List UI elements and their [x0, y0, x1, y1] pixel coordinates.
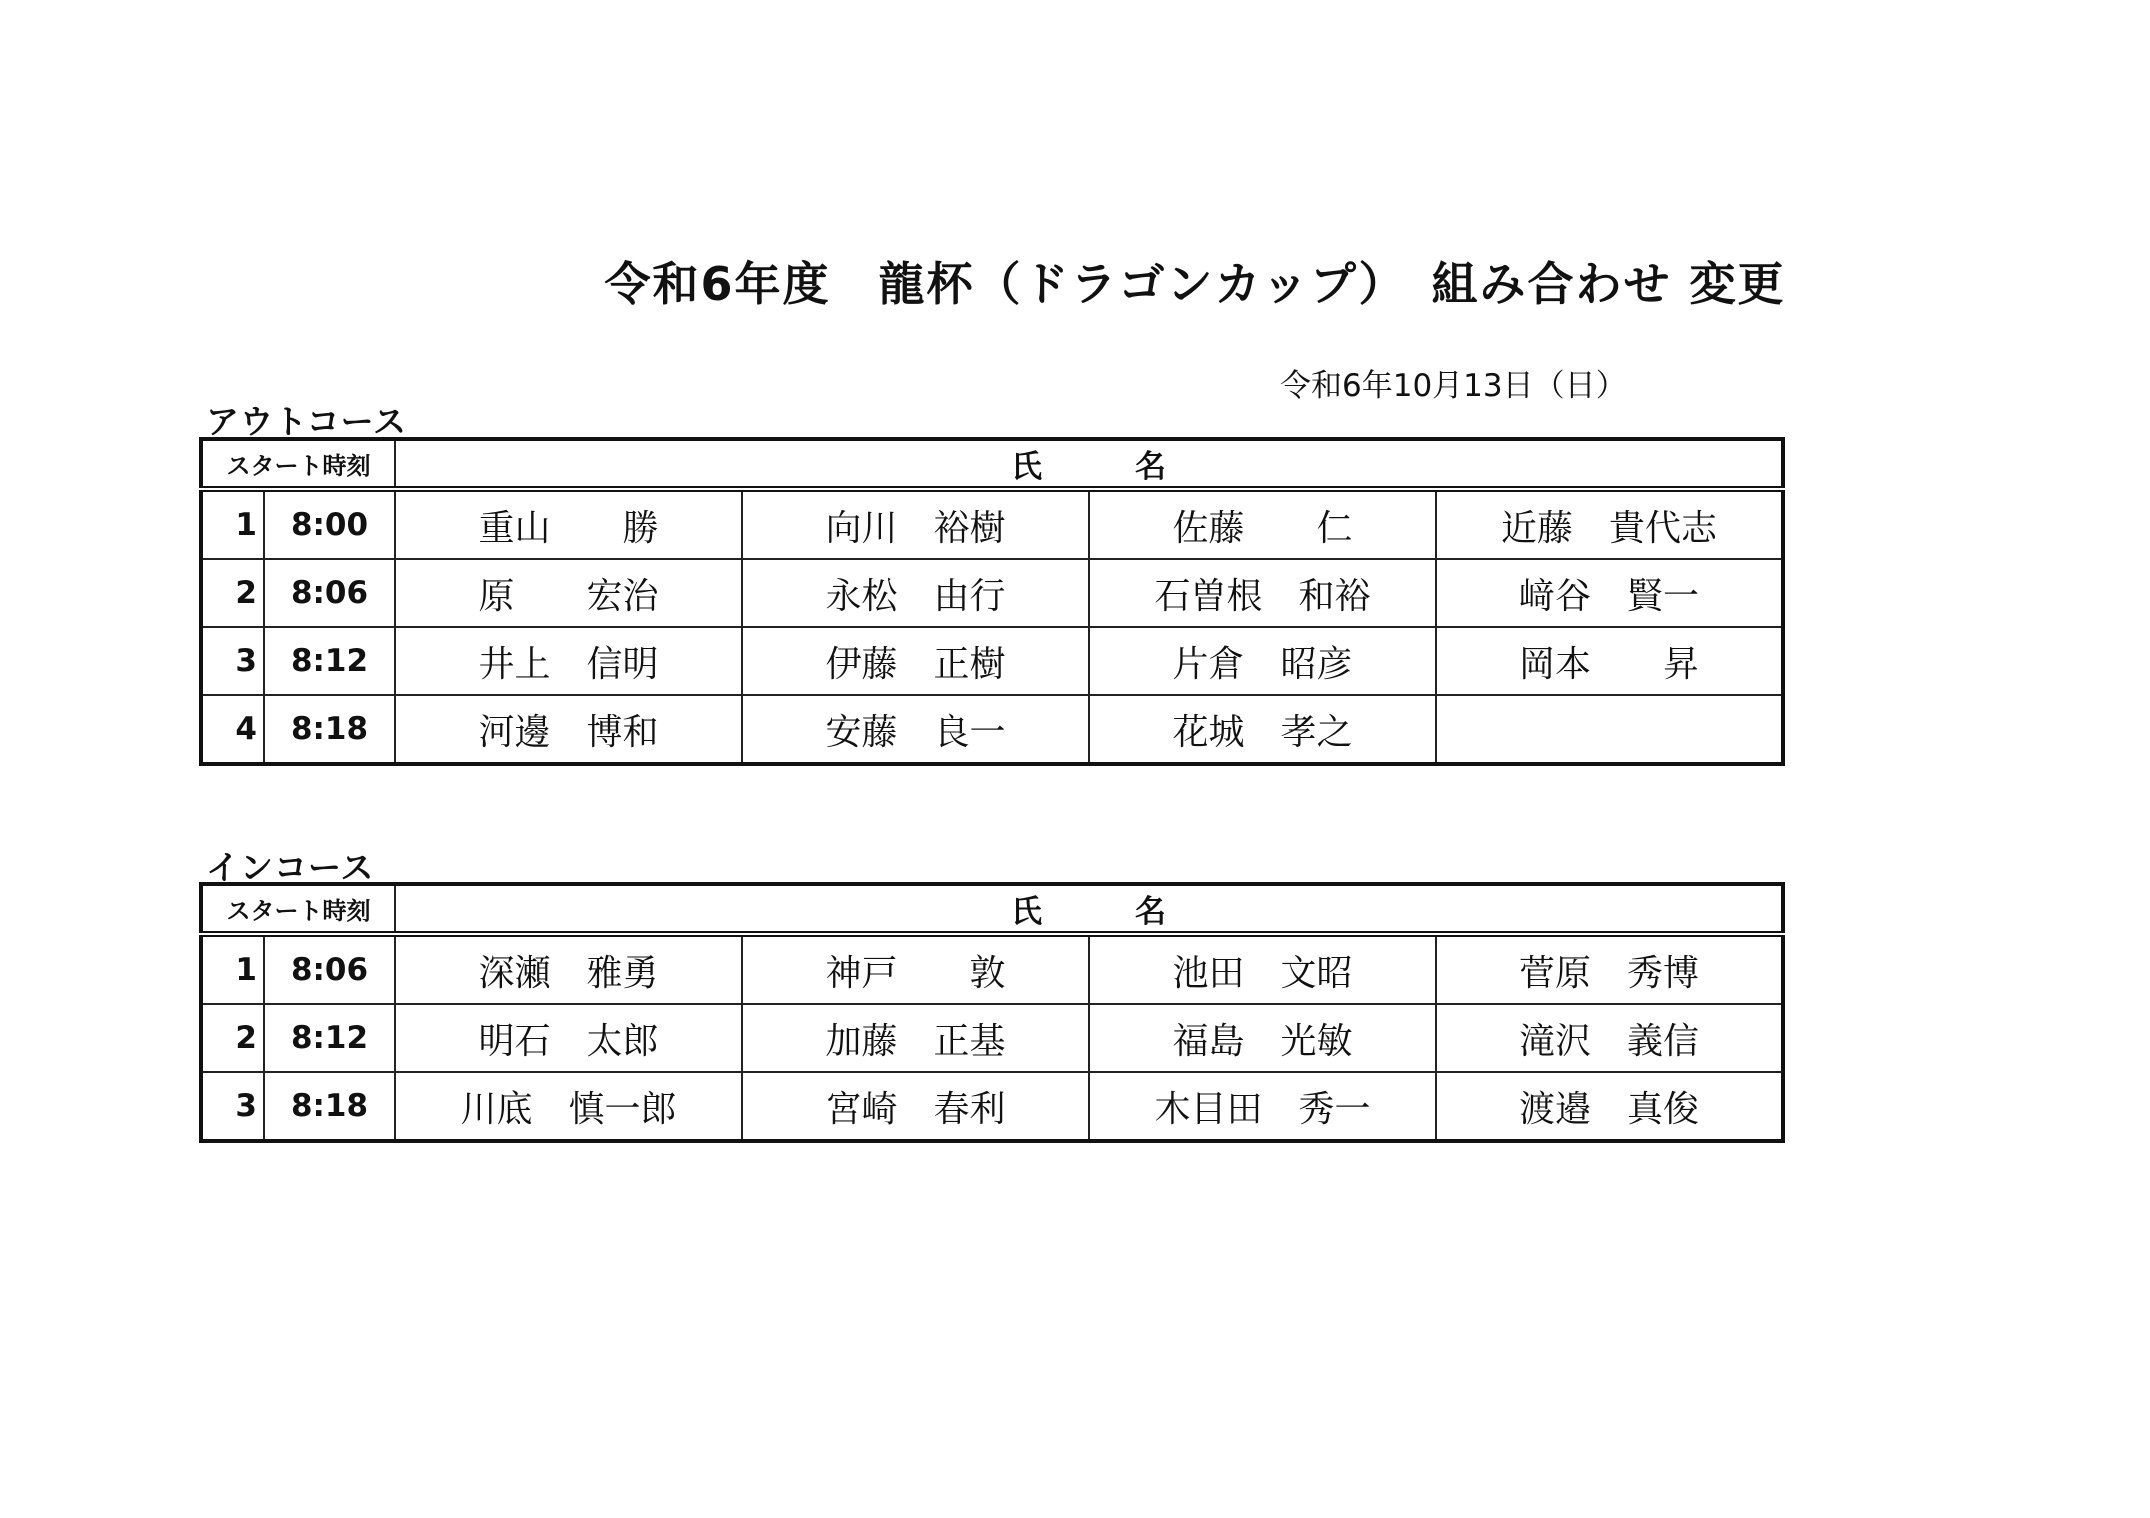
table-row — [201, 559, 1783, 627]
player-name: 渡邉 真俊 — [1436, 1072, 1783, 1141]
player-name: 池田 文昭 — [1089, 934, 1436, 1004]
player-name: 菅原 秀博 — [1436, 934, 1783, 1004]
start-time: 8:06 — [264, 559, 395, 627]
name-header: 氏 名 — [395, 884, 1783, 934]
table-row — [201, 489, 1783, 559]
start-time-header: スタート時刻 — [201, 884, 395, 934]
start-time: 8:18 — [264, 1072, 395, 1141]
table-row — [201, 627, 1783, 695]
group-number: 4 — [201, 695, 264, 764]
table-header-row — [201, 884, 1783, 934]
table-row — [201, 1004, 1783, 1072]
player-name: 福島 光敏 — [1089, 1004, 1436, 1072]
out-course-label: アウトコース — [206, 402, 408, 441]
player-name: 滝沢 義信 — [1436, 1004, 1783, 1072]
player-name: 﨑谷 賢一 — [1436, 559, 1783, 627]
player-name: 伊藤 正樹 — [742, 627, 1089, 695]
player-name: 重山 勝 — [395, 489, 742, 559]
player-name: 井上 信明 — [395, 627, 742, 695]
group-number: 3 — [201, 1072, 264, 1141]
player-name: 花城 孝之 — [1089, 695, 1436, 764]
event-date: 令和6年10月13日（日） — [1280, 368, 1627, 404]
start-time: 8:00 — [264, 489, 395, 559]
name-header: 氏 名 — [395, 439, 1783, 489]
in-course-table — [199, 882, 1785, 1143]
player-name: 佐藤 仁 — [1089, 489, 1436, 559]
start-time: 8:18 — [264, 695, 395, 764]
table-row — [201, 1072, 1783, 1141]
player-name: 明石 太郎 — [395, 1004, 742, 1072]
start-time: 8:12 — [264, 627, 395, 695]
group-number: 3 — [201, 627, 264, 695]
group-number: 2 — [201, 1004, 264, 1072]
player-name: 向川 裕樹 — [742, 489, 1089, 559]
table-row — [201, 934, 1783, 1004]
player-name: 深瀬 雅勇 — [395, 934, 742, 1004]
document-title: 令和6年度 龍杯（ドラゴンカップ） 組み合わせ 変更 — [604, 257, 1786, 311]
player-name: 川底 慎一郎 — [395, 1072, 742, 1141]
start-time-header: スタート時刻 — [201, 439, 395, 489]
player-name: 河邊 博和 — [395, 695, 742, 764]
player-name: 宮崎 春利 — [742, 1072, 1089, 1141]
player-name-empty — [1436, 695, 1783, 764]
group-number: 2 — [201, 559, 264, 627]
player-name: 片倉 昭彦 — [1089, 627, 1436, 695]
out-course-table — [199, 437, 1785, 766]
player-name: 岡本 昇 — [1436, 627, 1783, 695]
player-name: 安藤 良一 — [742, 695, 1089, 764]
player-name: 原 宏治 — [395, 559, 742, 627]
table-row — [201, 695, 1783, 764]
start-time: 8:12 — [264, 1004, 395, 1072]
table-header-row — [201, 439, 1783, 489]
group-number: 1 — [201, 489, 264, 559]
player-name: 近藤 貴代志 — [1436, 489, 1783, 559]
player-name: 加藤 正基 — [742, 1004, 1089, 1072]
start-time: 8:06 — [264, 934, 395, 1004]
in-course-label: インコース — [206, 848, 375, 887]
player-name: 木目田 秀一 — [1089, 1072, 1436, 1141]
player-name: 石曽根 和裕 — [1089, 559, 1436, 627]
player-name: 永松 由行 — [742, 559, 1089, 627]
group-number: 1 — [201, 934, 264, 1004]
player-name: 神戸 敦 — [742, 934, 1089, 1004]
